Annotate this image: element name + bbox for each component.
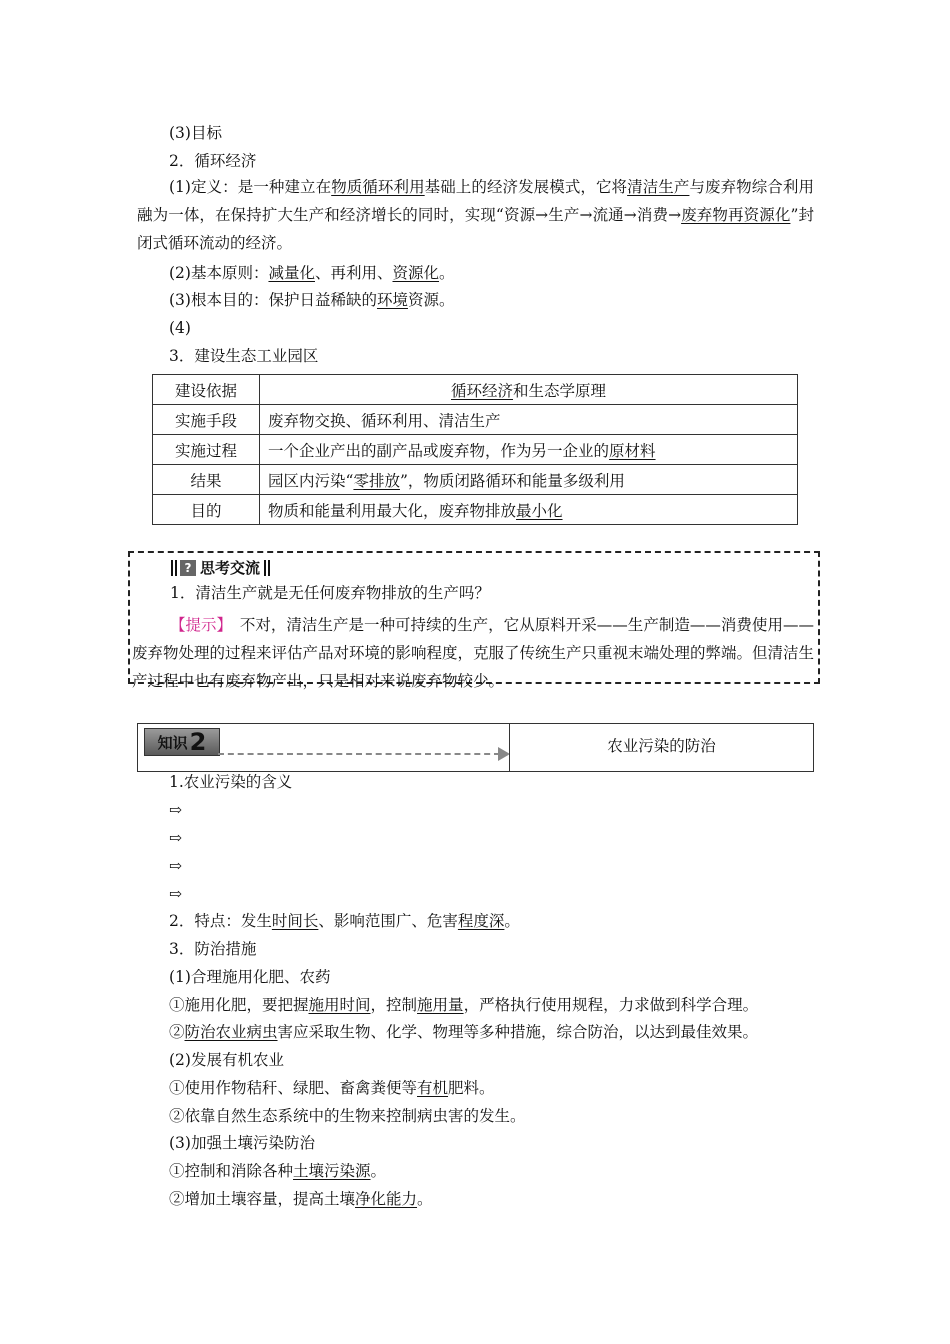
item4-line: (4) [169,319,191,337]
principle-line: (2)基本原则：减量化、再利用、资源化。 [169,264,455,282]
bar-icon [175,560,177,576]
table-key: 实施过程 [153,435,260,465]
bar-icon [171,560,173,576]
measure-1b: ②防治农业病虫害应采取生物、化学、物理等多种措施，综合防治，以达到最佳效果。 [169,1023,759,1041]
measure-2-heading: (2)发展有机农业 [169,1051,284,1069]
eco-park-table [152,374,798,525]
measure-3-heading: (3)加强土壤污染防治 [169,1134,315,1152]
table-key: 结果 [153,465,260,495]
eco-park-heading: 3．建设生态工业园区 [169,347,319,365]
measure-1a: ①施用化肥，要把握施用时间，控制施用量，严格执行使用规程，力求做到科学合理。 [169,996,759,1014]
think-exchange-header [170,557,271,578]
think-answer: 【提示】 不对，清洁生产是一种可持续的生产，它从原料开采——生产制造——消费使用——废弃物处理的过程来评估产品对环境的影响程度，克服了传统生产只重视末端处理的弊端。但清洁生产过程中也有废弃物产出，只是相对来说废弃物较少。 [132,616,815,690]
circular-economy-heading: 2．循环经济 [169,152,257,170]
agri-pollution-meaning: 1.农业污染的含义 [169,773,293,791]
think-exchange-title: 思考交流 [200,559,261,577]
goal-line: (3)根本目的：保护日益稀缺的环境资源。 [169,291,455,309]
arrow-right-icon: ⇨ [169,857,182,875]
dashed-arrow-line [218,753,500,755]
knowledge-2-banner [137,723,814,772]
measure-1-heading: (1)合理施用化肥、农药 [169,968,331,986]
question-icon: ? [180,560,196,576]
table-row [153,375,798,405]
measure-2b: ②依靠自然生态系统中的生物来控制病虫害的发生。 [169,1107,526,1125]
table-key: 目的 [153,495,260,525]
measure-3a: ①控制和消除各种土壤污染源。 [169,1162,387,1180]
knowledge-2-title: 农业污染的防治 [607,737,716,755]
arrow-right-icon: ⇨ [169,829,182,847]
table-row [153,405,798,435]
table-key: 建设依据 [153,375,260,405]
table-key: 实施手段 [153,405,260,435]
hint-label: 【提示】 [170,616,225,634]
arrow-right-icon: ⇨ [169,801,182,819]
measure-3b: ②增加土壤容量，提高土壤净化能力。 [169,1190,433,1208]
table-row [153,465,798,495]
definition-paragraph: (1)定义：是一种建立在物质循环利用基础上的经济发展模式，它将清洁生产与废弃物综合利用融为一体，在保持扩大生产和经济增长的同时，实现“资源→生产→流通→消费→废弃物再资源化”封闭式循环流动的经济。 [137,178,814,252]
target-heading: (3)目标 [169,124,222,142]
bar-icon [264,560,266,576]
arrow-right-icon: ⇨ [169,885,182,903]
table-row [153,435,798,465]
measure-2a: ①使用作物秸秆、绿肥、畜禽粪便等有机肥料。 [169,1079,495,1097]
features-line: 2．特点：发生时间长、影响范围广、危害程度深。 [169,912,520,930]
think-exchange-box [128,551,820,690]
bar-icon [268,560,270,576]
think-question: 1．清洁生产就是无任何废弃物排放的生产吗？ [170,584,490,602]
table-value: 物质和能量利用最大化，废弃物排放最小化 [260,495,798,525]
table-value: 一个企业产出的副产品或废弃物，作为另一企业的原材料 [260,435,798,465]
knowledge-badge: 知识 2 [144,728,220,756]
table-value: 园区内污染“零排放”，物质闭路循环和能量多级利用 [260,465,798,495]
measures-heading: 3．防治措施 [169,940,257,958]
table-row [153,495,798,525]
table-value: 循环经济和生态学原理 [260,375,798,405]
table-value: 废弃物交换、循环利用、清洁生产 [260,405,798,435]
